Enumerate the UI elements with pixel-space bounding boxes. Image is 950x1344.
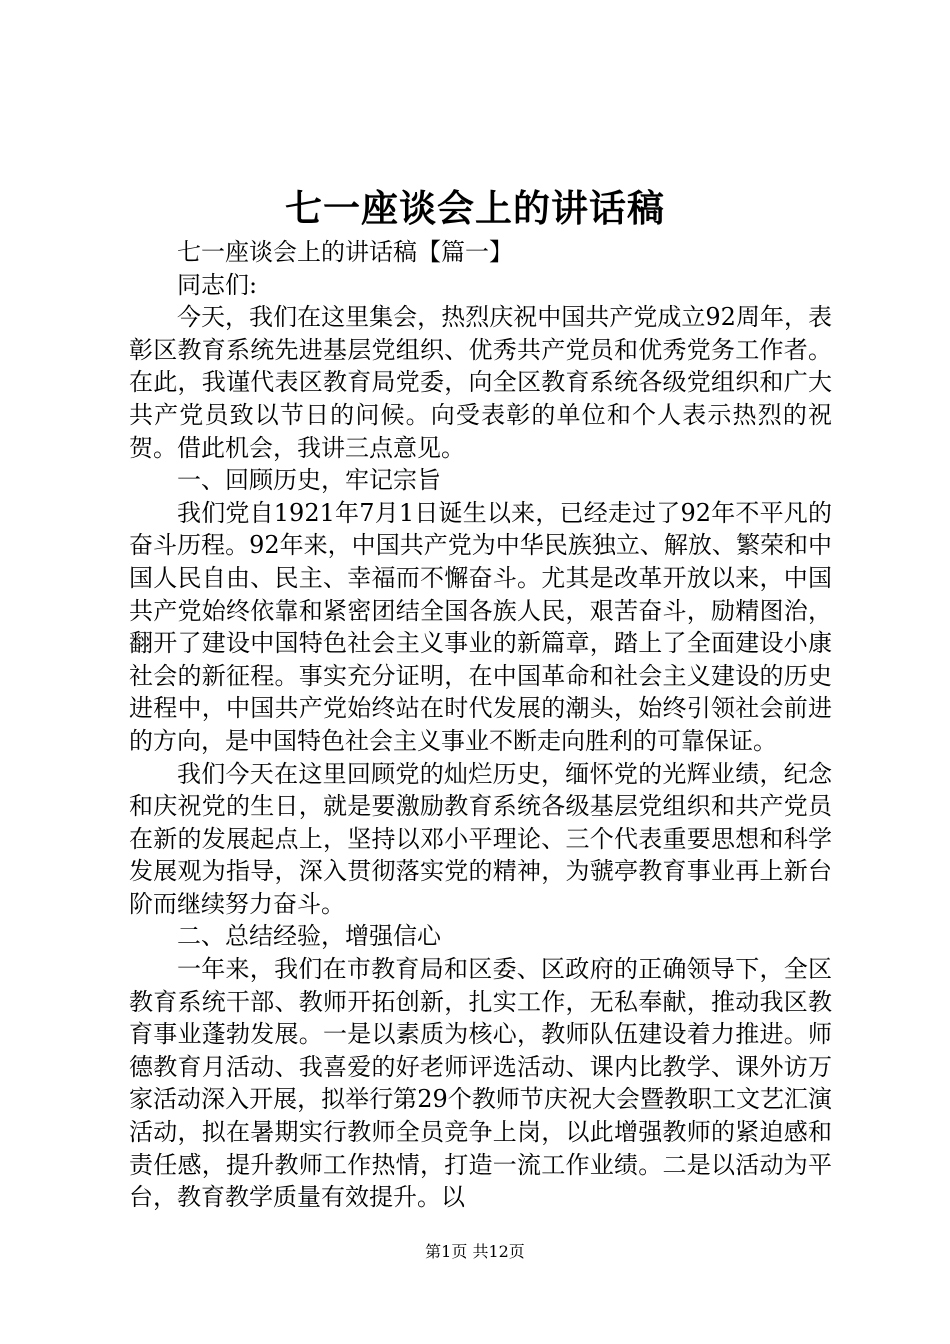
- paragraph: 一年来，我们在市教育局和区委、区政府的正确领导下，全区教育系统干部、教师开拓创新，扎实工作，无私奉献，推动我区教育事业蓬勃发展。一是以素质为核心，教师队伍建设着力推进。师德教育月活动、我喜爱的好老师评选活动、课内比教学、课外访万家活动深入开展，拟举行第29个教师节庆祝大会暨教职工文艺汇演活动，拟在暑期实行教师全员竞争上岗，以此增强教师的紧迫感和责任感，提升教师工作热情，打造一流工作业绩。二是以活动为平台，教育教学质量有效提升。以: [129, 955, 832, 1212]
- paragraph: 今天，我们在这里集会，热烈庆祝中国共产党成立92周年，表彰区教育系统先进基层党组织、优秀共产党员和优秀党务工作者。在此，我谨代表区教育局党委，向全区教育系统各级党组织和广大共产党员致以节日的问候。向受表彰的单位和个人表示热烈的祝贺。借此机会，我讲三点意见。: [129, 303, 832, 462]
- subheading: 二、总结经验，增强信心: [177, 922, 441, 951]
- document-title: 七一座谈会上的讲话稿: [285, 186, 665, 230]
- section-heading: 七一座谈会上的讲话稿【篇一】: [177, 238, 513, 266]
- paragraph: 我们党自1921年7月1日诞生以来，已经走过了92年不平凡的奋斗历程。92年来，中国共产党为中华民族独立、解放、繁荣和中国人民自由、民主、幸福而不懈奋斗。尤其是改革开放以来，中国共产党始终依靠和紧密团结全国各族人民，艰苦奋斗，励精图治，翻开了建设中国特色社会主义事业的新篇章，踏上了全面建设小康社会的新征程。事实充分证明，在中国革命和社会主义建设的历史进程中，中国共产党始终站在时代发展的潮头，始终引领社会前进的方向，是中国特色社会主义事业不断走向胜利的可靠保证。: [129, 498, 832, 755]
- subheading: 一、回顾历史，牢记宗旨: [177, 466, 441, 495]
- page-footer: 第1页 共12页: [425, 1242, 525, 1261]
- salutation: 同志们:: [177, 270, 258, 299]
- paragraph: 我们今天在这里回顾党的灿烂历史，缅怀党的光辉业绩，纪念和庆祝党的生日，就是要激励教育系统各级基层党组织和共产党员在新的发展起点上，坚持以邓小平理论、三个代表重要思想和科学发展观为指导，深入贯彻落实党的精神，为虢亭教育事业再上新台阶而继续努力奋斗。: [129, 759, 832, 918]
- document-body: [129, 236, 832, 1214]
